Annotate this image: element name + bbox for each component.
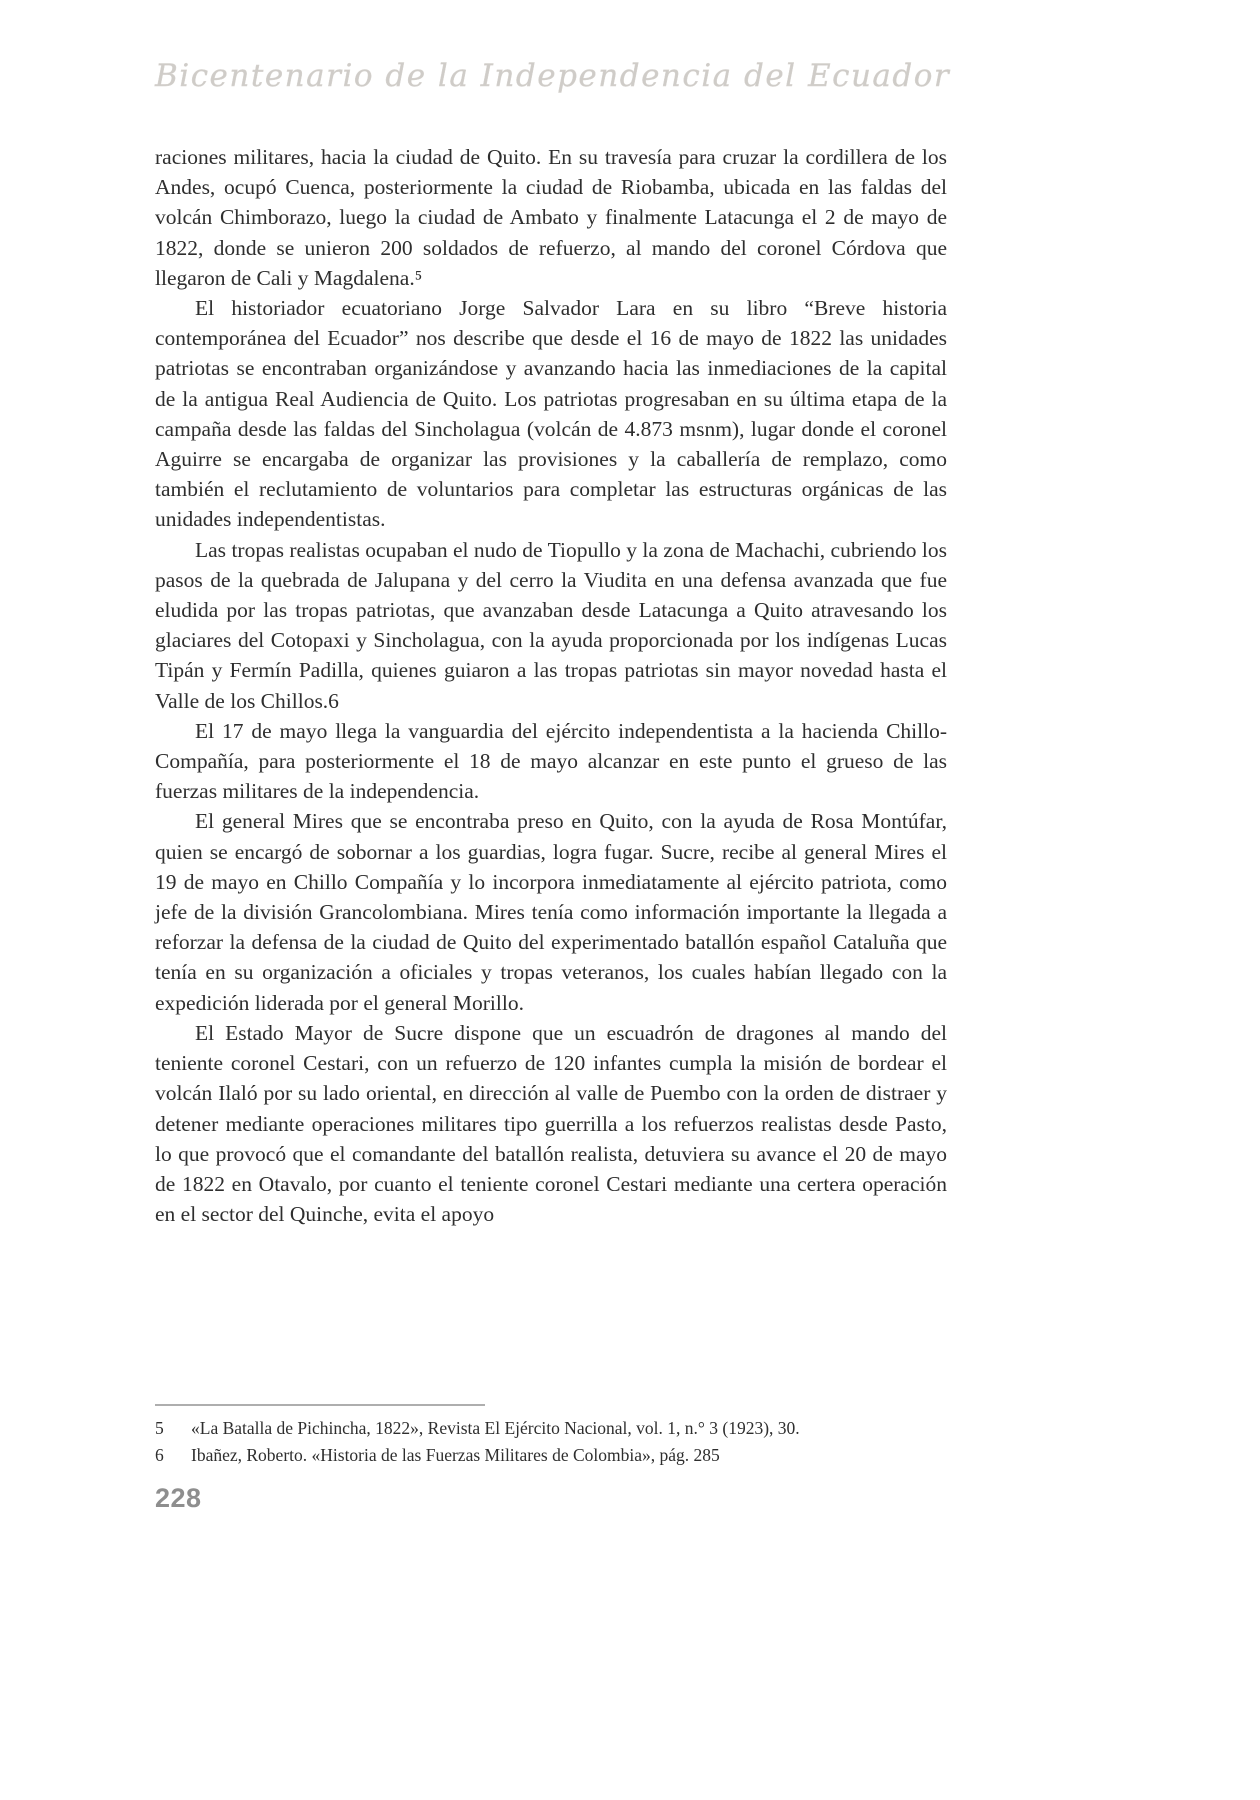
page-number: 228: [155, 1483, 202, 1513]
footnote-text: «La Batalla de Pichincha, 1822», Revista El Ejército Nacional, vol. 1, n.° 3 (1923), 30.: [191, 1418, 800, 1438]
footnote: [155, 1442, 947, 1469]
footnote: [155, 1415, 947, 1442]
footnote-divider: [155, 1404, 485, 1406]
body-text: [155, 142, 947, 1229]
footnote-number: 5: [155, 1418, 164, 1438]
paragraph: El Estado Mayor de Sucre dispone que un escuadrón de dragones al mando del teniente coronel Cestari, con un refuerzo de 120 infantes cumpla la misión de bordear el volcán Ilaló por su lado oriental, en dirección al valle de Puembo con la orden de distraer y detener mediante operaciones militares tipo guerrilla a los refuerzos realistas desde Pasto, lo que provocó que el comandante del batallón realista, detuviera su avance el 20 de mayo de 1822 en Otavalo, por cuanto el teniente coronel Cestari mediante una certera operación en el sector del Quinche, evita el apoyo: [155, 1020, 947, 1227]
paragraph: raciones militares, hacia la ciudad de Quito. En su travesía para cruzar la cordillera de los Andes, ocupó Cuenca, posteriormente la ciudad de Riobamba, ubicada en las faldas del volcán Chimborazo, luego la ciudad de Ambato y finalmente Latacunga el 2 de mayo de 1822, donde se unieron 200 soldados de refuerzo, al mando del coronel Córdova que llegaron de Cali y Magdalena.⁵: [155, 145, 947, 290]
paragraph: Las tropas realistas ocupaban el nudo de Tiopullo y la zona de Machachi, cubriendo los pasos de la quebrada de Jalupana y del cerro la Viudita en una defensa avanzada que fue eludida por las tropas patriotas, que avanzaban desde Latacunga a Quito atravesando los glaciares del Cotopaxi y Sincholagua, con la ayuda proporcionada por los indígenas Lucas Tipán y Fermín Padilla, quienes guiaron a las tropas patriotas sin mayor novedad hasta el Valle de los Chillos.6: [155, 537, 947, 713]
paragraph: El historiador ecuatoriano Jorge Salvador Lara en su libro “Breve historia contemporánea del Ecuador” nos describe que desde el 16 de mayo de 1822 las unidades patriotas se encontraban organizándose y avanzando hacia las inmediaciones de la capital de la antigua Real Audiencia de Quito. Los patriotas progresaban en su última etapa de la campaña desde las faldas del Sincholagua (volcán de 4.873 msnm), lugar donde el coronel Aguirre se encargaba de organizar las provisiones y la caballería de remplazo, como también el reclutamiento de voluntarios para completar las estructuras orgánicas de las unidades independentistas.: [155, 296, 947, 532]
footnote-text: Ibañez, Roberto. «Historia de las Fuerzas Militares de Colombia», pág. 285: [191, 1445, 720, 1465]
footnotes: [155, 1404, 947, 1469]
paragraph: El 17 de mayo llega la vanguardia del ejército independentista a la hacienda Chillo-Compañía, para posteriormente el 18 de mayo alcanzar en este punto el grueso de las fuerzas militares de la independencia.: [155, 718, 947, 804]
paragraph: El general Mires que se encontraba preso en Quito, con la ayuda de Rosa Montúfar, quien se encargó de sobornar a los guardias, logra fugar. Sucre, recibe al general Mires el 19 de mayo en Chillo Compañía y lo incorpora inmediatamente al ejército patriota, como jefe de la división Grancolombiana. Mires tenía como información importante la llegada a reforzar la defensa de la ciudad de Quito del experimentado batallón español Cataluña que tenía en su organización a oficiales y tropas veteranos, los cuales habían llegado con la expedición liderada por el general Morillo.: [155, 809, 947, 1015]
running-header: Bicentenario de la Independencia del Ecuador: [155, 58, 951, 94]
footnote-number: 6: [155, 1445, 164, 1465]
